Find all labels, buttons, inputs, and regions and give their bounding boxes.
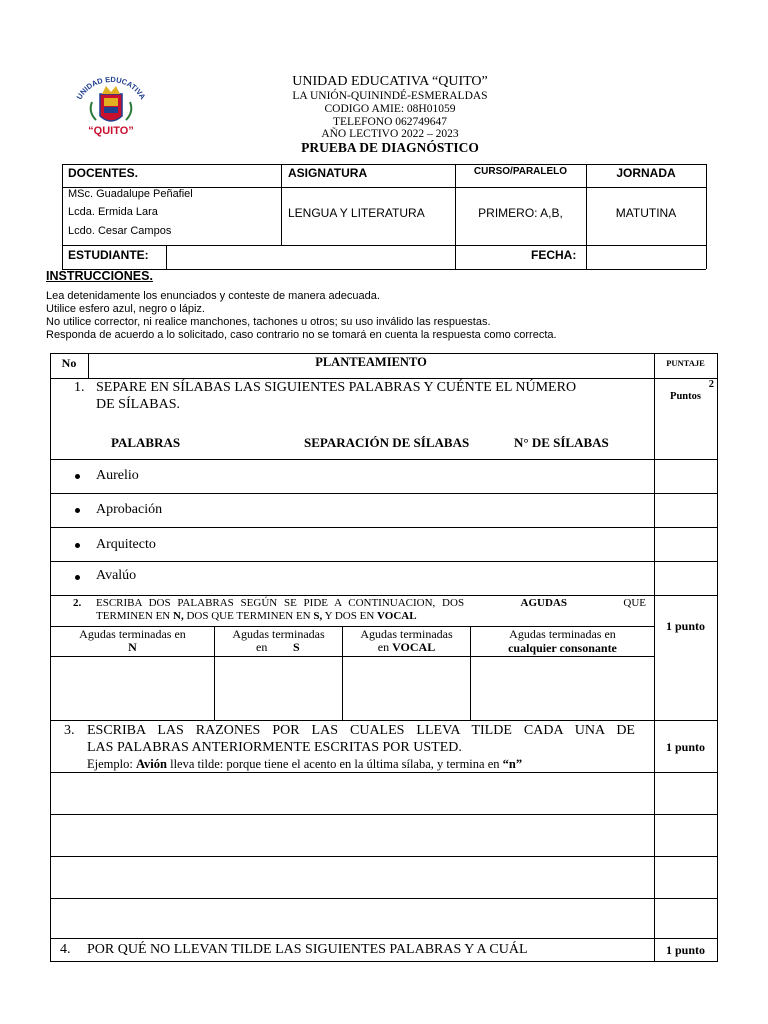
q3-number: 3.	[64, 723, 75, 738]
asignatura-label: ASIGNATURA	[288, 166, 368, 180]
q2-line-1-end: QUE	[623, 597, 646, 609]
estudiante-label: ESTUDIANTE:	[68, 248, 149, 262]
col-puntaje-header: PUNTAJE	[666, 358, 705, 368]
q2-line-1-bold: AGUDAS	[520, 597, 567, 609]
q2-points: 1 punto	[665, 619, 706, 633]
jornada-label: JORNADA	[616, 166, 676, 180]
q1-line-2: DE SÍLABAS.	[96, 397, 181, 412]
phone-number: TELEFONO 062749647	[332, 116, 448, 128]
q4-line-1: POR QUÉ NO LLEVAN TILDE LAS SIGUIENTES PALABRAS Y A CUÁL	[87, 942, 528, 957]
q2-col-2-line-1: Agudas terminadas	[232, 627, 325, 641]
docente-2: Lcda. Ermida Lara	[68, 206, 158, 218]
q1-col-numero: N° DE SÍLABAS	[514, 435, 609, 450]
school-location: LA UNIÓN-QUININDÉ-ESMERALDAS	[292, 90, 488, 102]
q1-col-palabras: PALABRAS	[111, 435, 181, 450]
q4-number: 4.	[60, 942, 71, 957]
bullet-icon	[75, 543, 80, 548]
q2-col-4-line-2: cualquier consonante	[508, 641, 617, 655]
q2-col-2-line-2a: en	[256, 640, 268, 654]
instruction-line-2: Utilice esfero azul, negro o lápiz.	[46, 303, 205, 315]
q3-line-2: LAS PALABRAS ANTERIORMENTE ESCRITAS POR USTED.	[87, 740, 462, 755]
q2-col-3-line-1: Agudas terminadas	[360, 627, 453, 641]
fecha-label: FECHA:	[531, 248, 577, 262]
q1-points-number: 2	[708, 379, 714, 390]
docentes-label: DOCENTES.	[68, 166, 139, 180]
q2-col-1-line-1: Agudas terminadas en	[79, 627, 186, 641]
q1-word-1: Aurelio	[96, 468, 139, 483]
q2-line-2: TERMINEN EN N, DOS QUE TERMINEN EN S, Y DOS EN VOCAL	[96, 610, 417, 622]
col-planteamiento-header: PLANTEAMIENTO	[315, 355, 427, 369]
q1-line-1: SEPARE EN SÍLABAS LAS SIGUIENTES PALABRAS Y CUÉNTE EL NÚMERO	[96, 380, 577, 395]
q3-example: Ejemplo: Avión lleva tilde: porque tiene el acento en la última sílaba, y termina en “n”	[87, 757, 523, 771]
q2-col-2-line-2b: S	[293, 640, 300, 654]
q4-points: 1 punto	[665, 943, 706, 957]
instruction-line-1: Lea detenidamente los enunciados y conteste de manera adecuada.	[46, 290, 380, 302]
q1-col-separacion: SEPARACIÓN DE SÍLABAS	[304, 435, 470, 450]
q1-number: 1.	[74, 380, 85, 395]
q3-line-1: ESCRIBA LAS RAZONES POR LAS CUALES LLEVA TILDE CADA UNA DE	[87, 723, 635, 738]
jornada-value: MATUTINA	[615, 206, 677, 220]
curso-label: CURSO/PARALELO	[473, 166, 568, 177]
q1-word-4: Avalúo	[96, 568, 137, 583]
instruction-line-3: No utilice corrector, ni realice manchones, tachones u otros; su uso inválido las respuestas.	[46, 316, 491, 328]
q2-line-1	[96, 597, 646, 609]
docente-1: MSc. Guadalupe Peñafiel	[68, 188, 193, 200]
q2-col-4-line-1: Agudas terminadas en	[509, 627, 616, 641]
curso-value: PRIMERO: A,B,	[478, 206, 563, 220]
col-no-header: No	[61, 356, 77, 370]
asignatura-value: LENGUA Y LITERATURA	[288, 206, 425, 220]
school-logo	[66, 72, 156, 142]
school-year: AÑO LECTIVO 2022 – 2023	[321, 128, 459, 140]
q2-line-1-text: ESCRIBA DOS PALABRAS SEGÚN SE PIDE A CONTINUACION, DOS	[96, 597, 465, 609]
q1-word-2: Aprobación	[96, 502, 163, 517]
q1-points-word: Puntos	[670, 391, 701, 402]
fecha-field[interactable]	[588, 246, 705, 268]
q2-col-3-line-2: en VOCAL	[377, 640, 436, 654]
q2-number: 2.	[73, 597, 82, 609]
q1-word-3: Arquitecto	[96, 537, 156, 552]
bullet-icon	[75, 474, 80, 479]
bullet-icon	[75, 508, 80, 513]
bullet-icon	[75, 575, 80, 580]
test-title: PRUEBA DE DIAGNÓSTICO	[301, 140, 479, 155]
school-name: UNIDAD EDUCATIVA “QUITO”	[292, 74, 488, 89]
q2-col-1-line-2: N	[128, 640, 137, 654]
instructions-title: INSTRUCCIONES.	[46, 269, 153, 283]
logo-arc-text: UNIDAD EDUCATIVA	[74, 74, 148, 101]
docente-3: Lcdo. Cesar Campos	[68, 225, 172, 237]
instruction-line-4: Responda de acuerdo a lo solicitado, caso contrario no se tomará en cuenta la respuesta como correcta.	[46, 329, 557, 341]
estudiante-field[interactable]	[168, 246, 454, 268]
q3-points: 1 punto	[665, 740, 706, 754]
amie-code: CODIGO AMIE: 08H01059	[324, 103, 456, 115]
logo-name-text: “QUITO”	[88, 125, 134, 137]
